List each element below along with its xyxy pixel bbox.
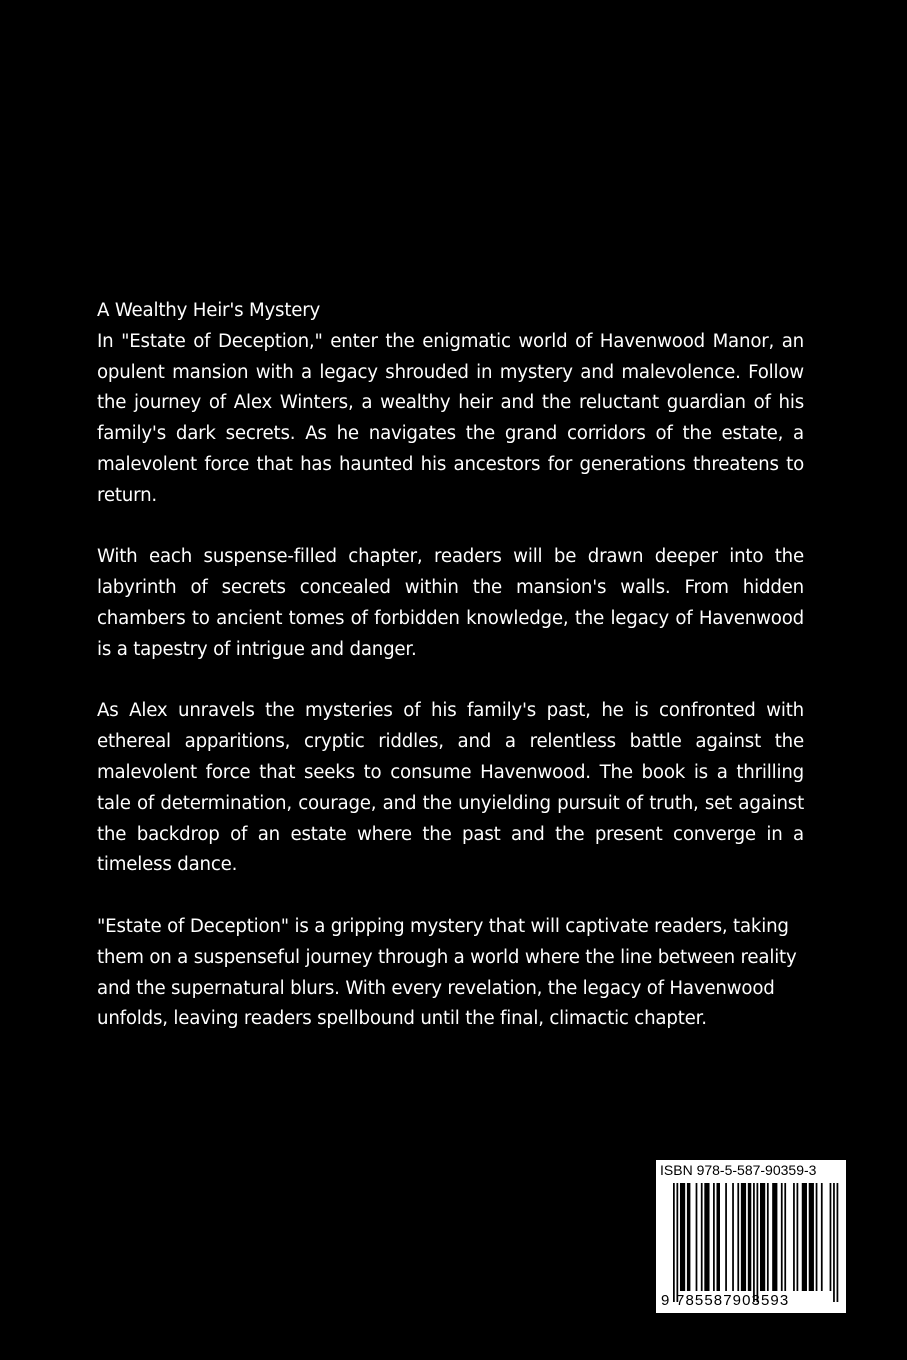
barcode-bar [687, 1183, 690, 1291]
barcode-bar [760, 1183, 765, 1291]
barcode-bar [767, 1183, 769, 1291]
barcode-bar [725, 1183, 727, 1291]
barcode-bar [797, 1183, 799, 1291]
barcode-bar [802, 1183, 807, 1291]
barcode-guard-bar [833, 1183, 835, 1302]
barcode-bar [784, 1183, 786, 1291]
barcode-bar [809, 1183, 814, 1291]
barcode-bar [830, 1183, 832, 1291]
barcode-bar [713, 1183, 715, 1291]
barcode-bar [793, 1183, 795, 1291]
barcode-bar [816, 1183, 818, 1291]
barcode-bar [701, 1183, 703, 1291]
blurb-paragraph-4: "Estate of Deception" is a gripping mystery that will captivate readers, taking them on a suspenseful journey through a world where the line between reality and the supernatural blurs. With every revelation, the legacy of Havenwood unfolds, leaving readers spellbound until the final, climactic chapter. [97, 915, 797, 1030]
blurb-heading: A Wealthy Heir's Mystery [97, 300, 321, 321]
blurb-paragraph-3: As Alex unravels the mysteries of his family's past, he is confronted with ethereal apparitions, cryptic riddles, and a relentless battle against the malevolent force that seeks to consume Havenwood. The book is a thrilling tale of determination, courage, and the unyielding pursuit of truth, set against the backdrop of an estate where the past and the present converge in a timeless dance. [97, 700, 804, 876]
back-cover-blurb [97, 296, 804, 1035]
isbn-barcode-box [656, 1160, 846, 1313]
barcode-bar [717, 1183, 720, 1291]
barcode-bar [741, 1183, 746, 1291]
barcode-graphic [656, 1160, 846, 1313]
blurb-paragraph-1: In "Estate of Deception," enter the enigmatic world of Havenwood Manor, an opulent mansion with a legacy shrouded in mystery and malevolence. Follow the journey of Alex Winters, a wealthy heir and the reluctant guardian of his family's dark secrets. As he navigates the grand corridors of the estate, a malevolent force that has haunted his ancestors for generations threatens to return. [97, 330, 804, 506]
barcode-guard-bar [837, 1183, 839, 1302]
barcode-digit-first: 9 [661, 1292, 670, 1309]
barcode-bar [781, 1183, 783, 1291]
barcode-bar [748, 1183, 751, 1291]
isbn-label: ISBN 978-5-587-90359-3 [660, 1162, 817, 1178]
barcode-guard-bar [676, 1183, 678, 1302]
barcode-guard-bar [753, 1183, 755, 1302]
barcode-guard-bar [673, 1183, 675, 1302]
barcode-bar [732, 1183, 734, 1291]
barcode-bar [680, 1183, 685, 1291]
barcode-bar [821, 1183, 823, 1291]
barcode-bar [737, 1183, 739, 1291]
blurb-paragraph-2: With each suspense-filled chapter, readers will be drawn deeper into the labyrinth of secrets concealed within the mansion's walls. From hidden chambers to ancient tomes of forbidden knowledge, the legacy of Havenwood is a tapestry of intrigue and danger. [97, 546, 804, 660]
barcode-guard-bar [757, 1183, 759, 1302]
barcode-bar [696, 1183, 698, 1291]
barcode-bar [772, 1183, 777, 1291]
barcode-bar [704, 1183, 709, 1291]
barcode-digits: 785587903593 [676, 1292, 790, 1309]
